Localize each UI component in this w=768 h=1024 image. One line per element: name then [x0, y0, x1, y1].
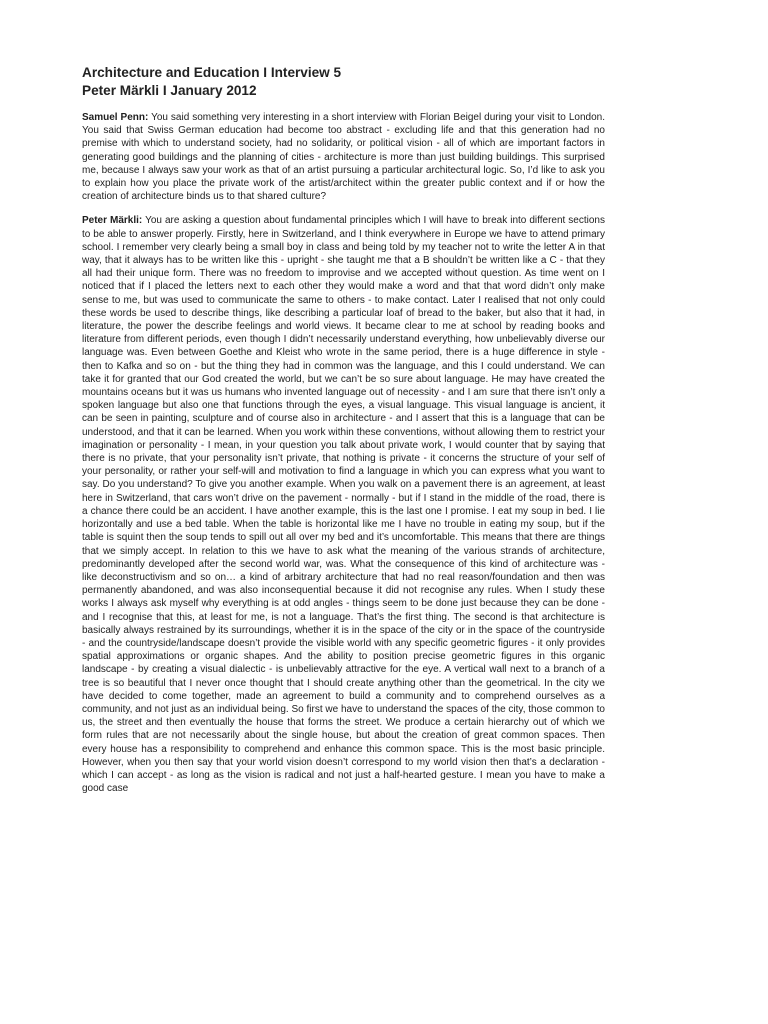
paragraph-text: You are asking a question about fundamental principles which I will have to break into different sections to be able to answer properly. Firstly, here in Switzerland, and I think everywhere in Europe we have to attend primary school. I remember very clearly being a small boy in class and being told by my teacher not to write the letter A in that way, that it always has to be written like this - upright - she taught me that a B shouldn’t be written like a C - that they all had their unique form. There was no freedom to improvise and we accepted without question. As time went on I noticed that if I placed the letters next to each other they would make a word and that that word didn’t only make sense to me, but was used to communicate the same to others - to make contact. Later I realised that not only could these words be used to describe things, like describing a particular loaf of bread to the baker, but also that it had, in literature, the power the describe feelings and world views. It became clear to me at school by reading books and literature from different periods, even though I didn’t necessarily understand everything, how unbelievably diverse our language was. Even between Goethe and Kleist who wrote in the same period, there is a huge difference in style - then to Kafka and so on - but the thing they had in common was the language, and this I could understand. We can take it for granted that our God created the world, but we can’t be so sure about language. He may have created the mountains oceans but it was us humans who invented language out of necessity - and I am sure that there isn’t only a spoken language but also one that functions through the eyes, a visual language. This visual language is ancient, it can be seen in painting, sculpture and of course also in architecture - and I assert that this is a language that can be understood, and that it can be learned. When you work within these conventions, without allowing them to restrict your imagination or personality - I mean, in your question you talk about private work, I would counter that by saying that there is no private, that your personality isn’t private, that nothing is private - it concerns the structure of your self of your personality, or rather your self-will and motivation to find a language in which you can express what you want to say. Do you understand? To give you another example. When you walk on a pavement there is an agreement, at least here in Switzerland, that cars won’t drive on the pavement - normally - but if I stand in the middle of the road, there is a chance there could be an accident. I have another example, this is the last one I promise. I eat my soup in bed. I lie horizontally and use a bed table. When the table is horizontal like me I have no trouble in eating my soup, but if the table is squint then the soup tends to spill out all over my bed and it’s uncomfortable. This means that there are things that we simply accept. In relation to this we have to ask what the meaning of the various strands of architecture, predominantly developed after the second world war, was. What the consequence of this kind of architecture was - like deconstructivism and so on… a kind of arbitrary architecture that had no real reason/foundation and then was permanently abandoned, and was also inconsequential because it did not recognise any rules. When I study these works I always ask myself why everything is at odd angles - things seem to be done just because they can be done - and I recognise that this, at least for me, is not a language. That’s the first thing. The second is that architecture is basically always restrained by its surroundings, whether it is in the space of the city or in the space of the countryside - and the countryside/landscape doesn’t provide the visible world with any specific geometric figures - it only provides spatial approximations or organic shapes. And the ability to position precise geometric figures in this organic landscape - by creating a visual dialectic - is unbelievably attractive for the eye. A vertical wall next to a branch of a tree is so beautiful that I never once thought that I should create anything other than the geometrical. In the city we have decided to come together, made an agreement to build a community and to comprehend ourselves as a community, and not just as an individual being. So first we have to understand the spaces of the city, those common to us, the street and then eventually the house that forms the street. We produce a certain hierarchy out of which we form rules that are not necessarily about the single house, but about the creation of great common spaces. Then every house has a responsibility to comprehend and enhance this common space. This is the most basic principle. However, when you then say that your world vision doesn’t correspond to my world vision then that’s a declaration - which I can accept - as long as the vision is radical and not just a half-hearted gesture. I mean you have to make a good case [82, 215, 605, 795]
answer-paragraph [82, 214, 605, 795]
speaker-name: Peter Märkli: [82, 215, 143, 227]
speaker-name: Samuel Penn: [82, 112, 149, 123]
document-page [82, 64, 605, 806]
title-line-2: Peter Märkli I January 2012 [82, 82, 257, 98]
interview-body [82, 111, 605, 795]
title-line-1: Architecture and Education I Interview 5 [82, 65, 342, 80]
paragraph-text: You said something very interesting in a short interview with Florian Beigel during your visit to London. You said that Swiss German education had become too abstract - excluding life and that this generation had no premise with which to understand society, had no solidarity, or political vision - all of which are important factors in generating good buildings and the planning of cities - architecture is more than just building buildings. This surprised me, because I always saw your work as that of an artist pursuing a particular architectural logic. So, I’d like to ask you to explain how you place the private work of the artist/architect within the greater public context and if or how the creation of architecture binds us to that shared culture? [82, 112, 605, 203]
question-paragraph [82, 111, 605, 203]
document-title [82, 64, 605, 99]
